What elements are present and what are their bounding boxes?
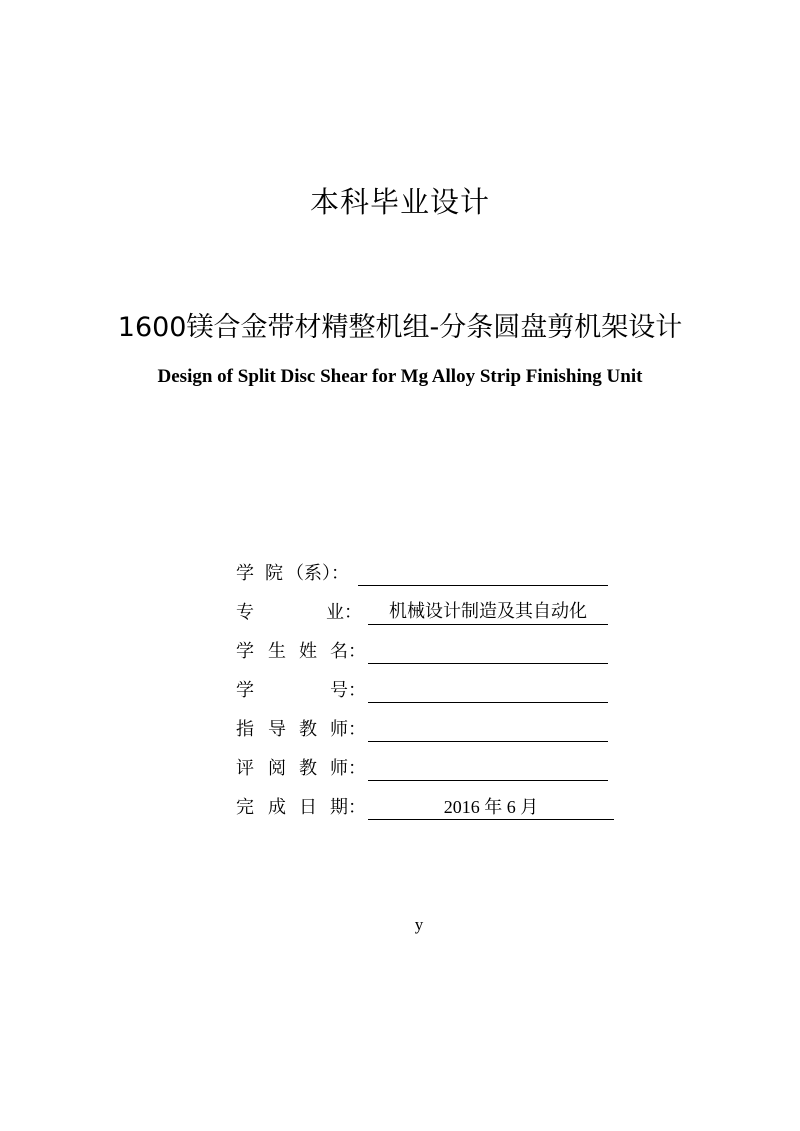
- reviewer-label: [236, 756, 366, 782]
- student-name-label-char: 学: [236, 641, 254, 662]
- college-label-char: （系）：: [286, 563, 349, 584]
- major-field[interactable]: 机械设计制造及其自动化: [368, 600, 608, 625]
- reviewer-label-char: 师：: [330, 758, 366, 779]
- student-id-field[interactable]: [368, 678, 608, 703]
- student-name-row: [236, 639, 656, 665]
- major-label: [236, 600, 366, 626]
- advisor-label-char: 教: [299, 719, 317, 740]
- college-label: [236, 561, 366, 587]
- major-label-char: 专: [236, 602, 254, 623]
- student-id-label-char: 学: [236, 680, 254, 701]
- advisor-row: [236, 717, 656, 743]
- major-row: [236, 600, 656, 626]
- student-name-field[interactable]: [368, 639, 608, 664]
- college-field[interactable]: [358, 561, 608, 586]
- major-label-char: 业：: [326, 602, 362, 623]
- advisor-label-char: 导: [268, 719, 286, 740]
- reviewer-label-char: 教: [299, 758, 317, 779]
- student-id-row: [236, 678, 656, 704]
- student-name-label-char: 生: [268, 641, 286, 662]
- thesis-title-chinese: 1600镁合金带材精整机组-分条圆盘剪机架设计: [117, 312, 683, 343]
- student-id-label: [236, 678, 366, 704]
- thesis-title-english: Design of Split Disc Shear for Mg Alloy Strip Finishing Unit: [157, 366, 643, 387]
- reviewer-field[interactable]: [368, 756, 608, 781]
- student-id-label-char: 号：: [330, 680, 366, 701]
- advisor-label-char: 师：: [330, 719, 366, 740]
- advisor-field[interactable]: [368, 717, 608, 742]
- college-row: [236, 561, 656, 587]
- reviewer-row: [236, 756, 656, 782]
- student-name-label-char: 名：: [330, 641, 366, 662]
- completion-date-row: [236, 795, 656, 821]
- college-label-char: 学: [236, 563, 254, 584]
- advisor-label: [236, 717, 366, 743]
- completion-date-label: [236, 795, 366, 821]
- footer-mark: y: [414, 915, 424, 934]
- college-label-char: 院: [265, 563, 283, 584]
- reviewer-label-char: 阅: [268, 758, 286, 779]
- document-type-heading: 本科毕业设计: [309, 185, 490, 219]
- completion-date-label-char: 完: [236, 797, 254, 818]
- completion-date-label-char: 日: [299, 797, 317, 818]
- completion-date-label-char: 期：: [330, 797, 366, 818]
- completion-date-field[interactable]: 2016 年 6 月: [368, 795, 614, 820]
- completion-date-label-char: 成: [268, 797, 286, 818]
- student-name-label: [236, 639, 366, 665]
- advisor-label-char: 指: [236, 719, 254, 740]
- reviewer-label-char: 评: [236, 758, 254, 779]
- student-name-label-char: 姓: [299, 641, 317, 662]
